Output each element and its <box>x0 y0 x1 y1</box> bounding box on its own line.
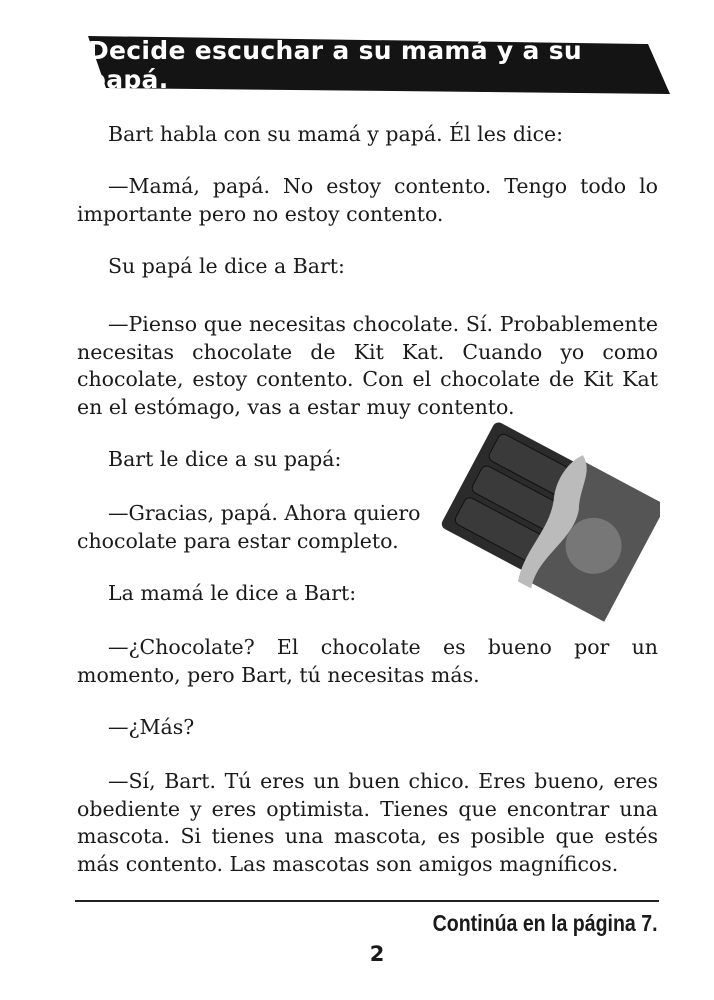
paragraph <box>77 714 658 742</box>
text-line: Su papá le dice a Bart: <box>108 254 345 278</box>
page-number: 2 <box>369 942 385 966</box>
text-line: —¿Chocolate? El chocolate es bueno por un <box>108 635 658 659</box>
text-line: en el estómago, vas a estar muy contento. <box>77 394 515 419</box>
text-line: La mamá le dice a Bart: <box>108 581 357 605</box>
text-line: chocolate, estoy contento. Con el chocolate de Kit Kat <box>77 367 658 391</box>
text-line: necesitas chocolate de Kit Kat. Cuando yo como <box>77 339 658 364</box>
text-line: mascota. Si tienes una mascota, es posible que estés <box>77 824 658 848</box>
paragraph <box>77 768 658 878</box>
paragraph <box>77 634 658 689</box>
text-line: —Mamá, papá. No estoy contento. Tengo todo lo <box>108 174 658 198</box>
text-line: Bart habla con su mamá y papá. Él les dice: <box>108 122 564 146</box>
text-line: Bart le dice a su papá: <box>108 447 342 471</box>
paragraph <box>77 173 658 228</box>
paragraph <box>77 500 421 555</box>
text-line: —Pienso que necesitas chocolate. Sí. Probablemente <box>108 312 658 336</box>
paragraph <box>77 121 658 149</box>
chapter-heading: Decide escuchar a su mamá y a su papá. <box>88 36 582 94</box>
paragraph <box>77 253 658 281</box>
text-line: obediente y eres optimista. Tienes que encontrar una <box>77 796 658 821</box>
text-line: chocolate para estar completo. <box>77 528 399 553</box>
chapter-heading-banner <box>88 36 670 94</box>
text-line: —Gracias, papá. Ahora quiero <box>108 501 421 525</box>
footer-divider <box>75 900 659 902</box>
chocolate-bar-image <box>430 415 660 630</box>
text-line: momento, pero Bart, tú necesitas más. <box>77 662 480 687</box>
text-line: más contento. Las mascotas son amigos magníficos. <box>77 851 619 876</box>
continue-note: Continúa en la página 7. <box>433 910 658 936</box>
paragraph <box>77 311 658 421</box>
text-line: —Sí, Bart. Tú eres un buen chico. Eres bueno, eres <box>108 769 658 793</box>
text-line: importante pero no estoy contento. <box>77 201 444 226</box>
text-line: —¿Más? <box>108 715 195 739</box>
